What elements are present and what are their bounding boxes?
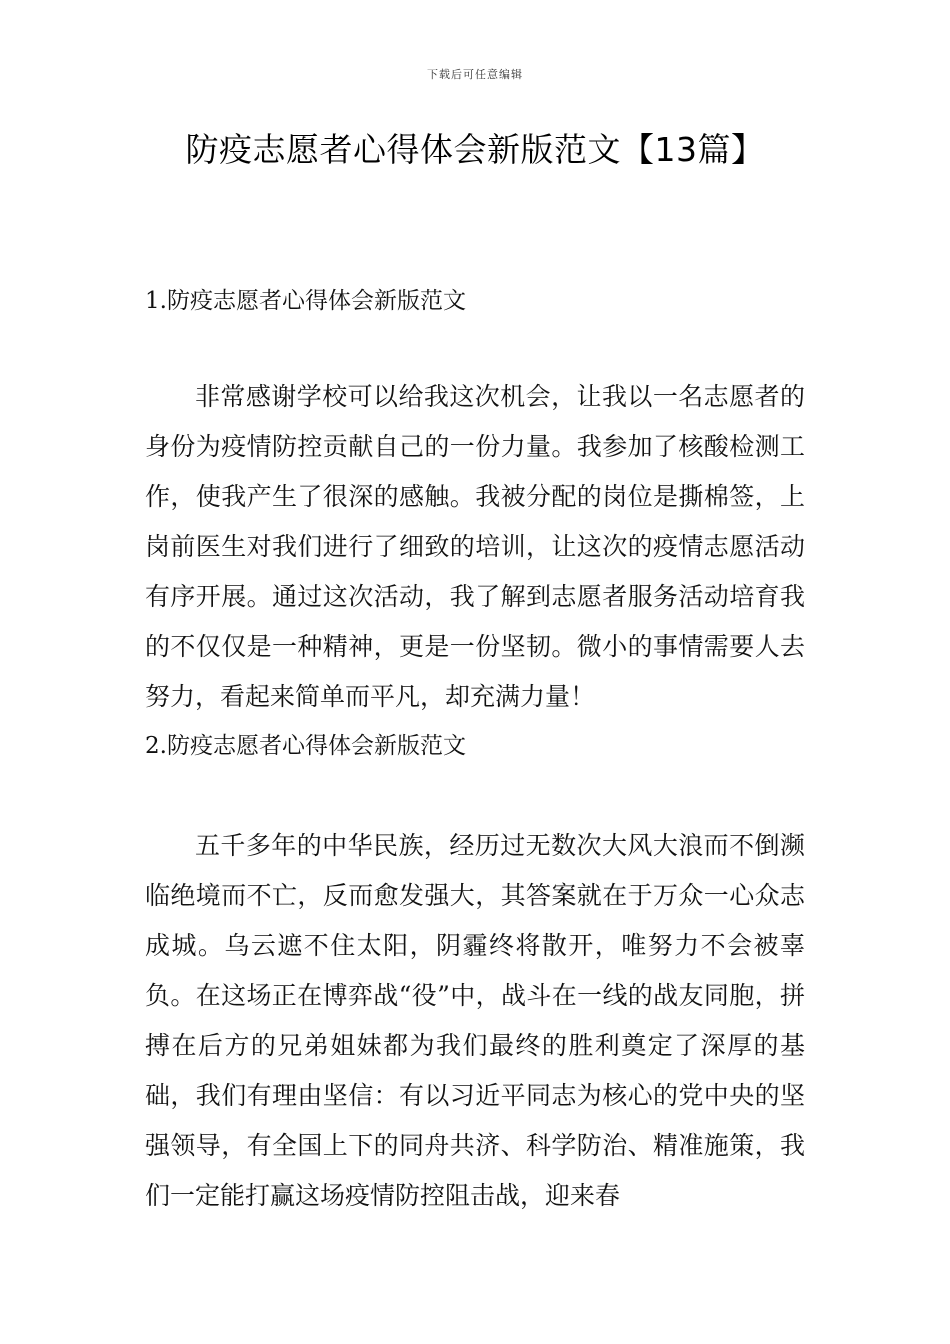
- section-body-1: 非常感谢学校可以给我这次机会，让我以一名志愿者的身份为疫情防控贡献自己的一份力量。我参加了核酸检测工作，使我产生了很深的感触。我被分配的岗位是撕棉签，上岗前医生对我们进行了细致的培训，让这次的疫情志愿活动有序开展。通过这次活动，我了解到志愿者服务活动培育我的不仅仅是一种精神，更是一份坚韧。微小的事情需要人去努力，看起来简单而平凡，却充满力量！: [145, 382, 805, 711]
- section-body-2: 五千多年的中华民族，经历过无数次大风大浪而不倒濒临绝境而不亡，反而愈发强大，其答案就在于万众一心众志成城。乌云遮不住太阳，阴霾终将散开，唯努力不会被辜负。在这场正在博弈战“役”中，战斗在一线的战友同胞，拼搏在后方的兄弟姐妹都为我们最终的胜利奠定了深厚的基础，我们有理由坚信：有以习近平同志为核心的党中央的坚强领导，有全国上下的同舟共济、科学防治、精准施策，我们一定能打赢这场疫情防控阻击战，迎来春: [145, 831, 805, 1210]
- header-note: 下载后可任意编辑: [427, 68, 523, 81]
- section-heading-1: 1.防疫志愿者心得体会新版范文: [145, 288, 466, 314]
- section-heading-2: 2.防疫志愿者心得体会新版范文: [145, 733, 466, 759]
- document-title: 防疫志愿者心得体会新版范文【13篇】: [185, 130, 765, 169]
